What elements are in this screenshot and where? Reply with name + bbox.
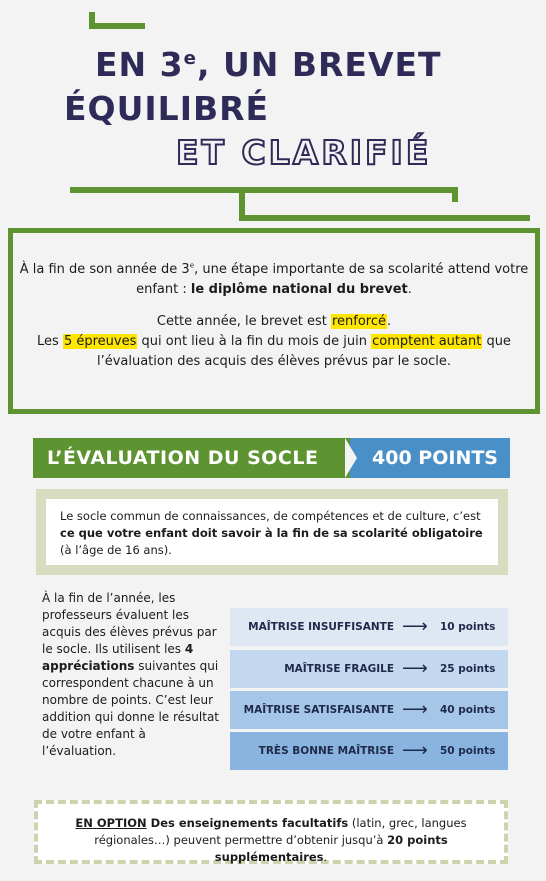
intro-paragraph-2: Cette année, le brevet est renforcé. Les 5 épreuves qui ont lieu à la fin du mois de juin comptent autant que l’évaluation des acquis des élèves prévus par le socle.: [37, 314, 511, 369]
level-label: MAÎTRISE INSUFFISANTE: [248, 621, 394, 633]
arrow-right-icon: ⟶: [402, 616, 428, 637]
socle-title: L’ÉVALUATION DU SOCLE: [33, 438, 351, 478]
level-label: TRÈS BONNE MAÎTRISE: [258, 745, 394, 757]
level-points: 50 points: [440, 745, 496, 757]
arrow-right-icon: ⟶: [402, 658, 428, 679]
definition-text: Le socle commun de connaissances, de compétences et de culture, c’est ce que votre enfant doit savoir à la fin de sa scolarité obligatoire (à l’âge de 16 ans).: [46, 499, 498, 565]
option-tag: EN OPTION: [75, 816, 147, 830]
level-label: MAÎTRISE FRAGILE: [284, 663, 394, 675]
title-line-2: ÉQUILIBRÉ: [64, 89, 270, 128]
level-row-2: [230, 650, 508, 688]
level-row-4: [230, 732, 508, 770]
title-line-1: EN 3e, UN BREVET: [95, 45, 442, 84]
highlight-5-epreuves: 5 épreuves: [63, 334, 137, 349]
level-points: 25 points: [440, 663, 496, 675]
arrow-right-icon: ⟶: [402, 699, 428, 720]
level-label: MAÎTRISE SATISFAISANTE: [243, 704, 394, 716]
level-points: 10 points: [440, 621, 496, 633]
intro-box: [8, 228, 540, 414]
highlight-renforce: renforcé: [331, 314, 386, 329]
option-box: EN OPTION Des enseignements facultatifs (latin, grec, langues régionales…) peuvent permettre d’obtenir jusqu’à 20 points supplémentaires.: [34, 800, 508, 864]
socle-points: 400 POINTS: [350, 438, 510, 478]
arrow-right-icon: ⟶: [402, 740, 428, 761]
evaluation-text: À la fin de l’année, les professeurs évaluent les acquis des élèves prévus par le socle. Ils utilisent les 4 appréciations suivantes qui correspondent chacune à un nombre de points. C’est leur addition qui donne le résultat de votre enfant à l’évaluation.: [42, 591, 219, 758]
title-line-3: ET CLARIFIÉ: [176, 133, 432, 172]
highlight-comptent-autant: comptent autant: [372, 334, 482, 349]
level-points: 40 points: [440, 704, 496, 716]
intro-paragraph-1: À la fin de son année de 3e, une étape importante de sa scolarité attend votre enfant : le diplôme national du brevet.: [19, 260, 529, 297]
level-row-3: [230, 691, 508, 729]
chevron-right-icon: [345, 438, 357, 478]
level-row-1: [230, 608, 508, 646]
